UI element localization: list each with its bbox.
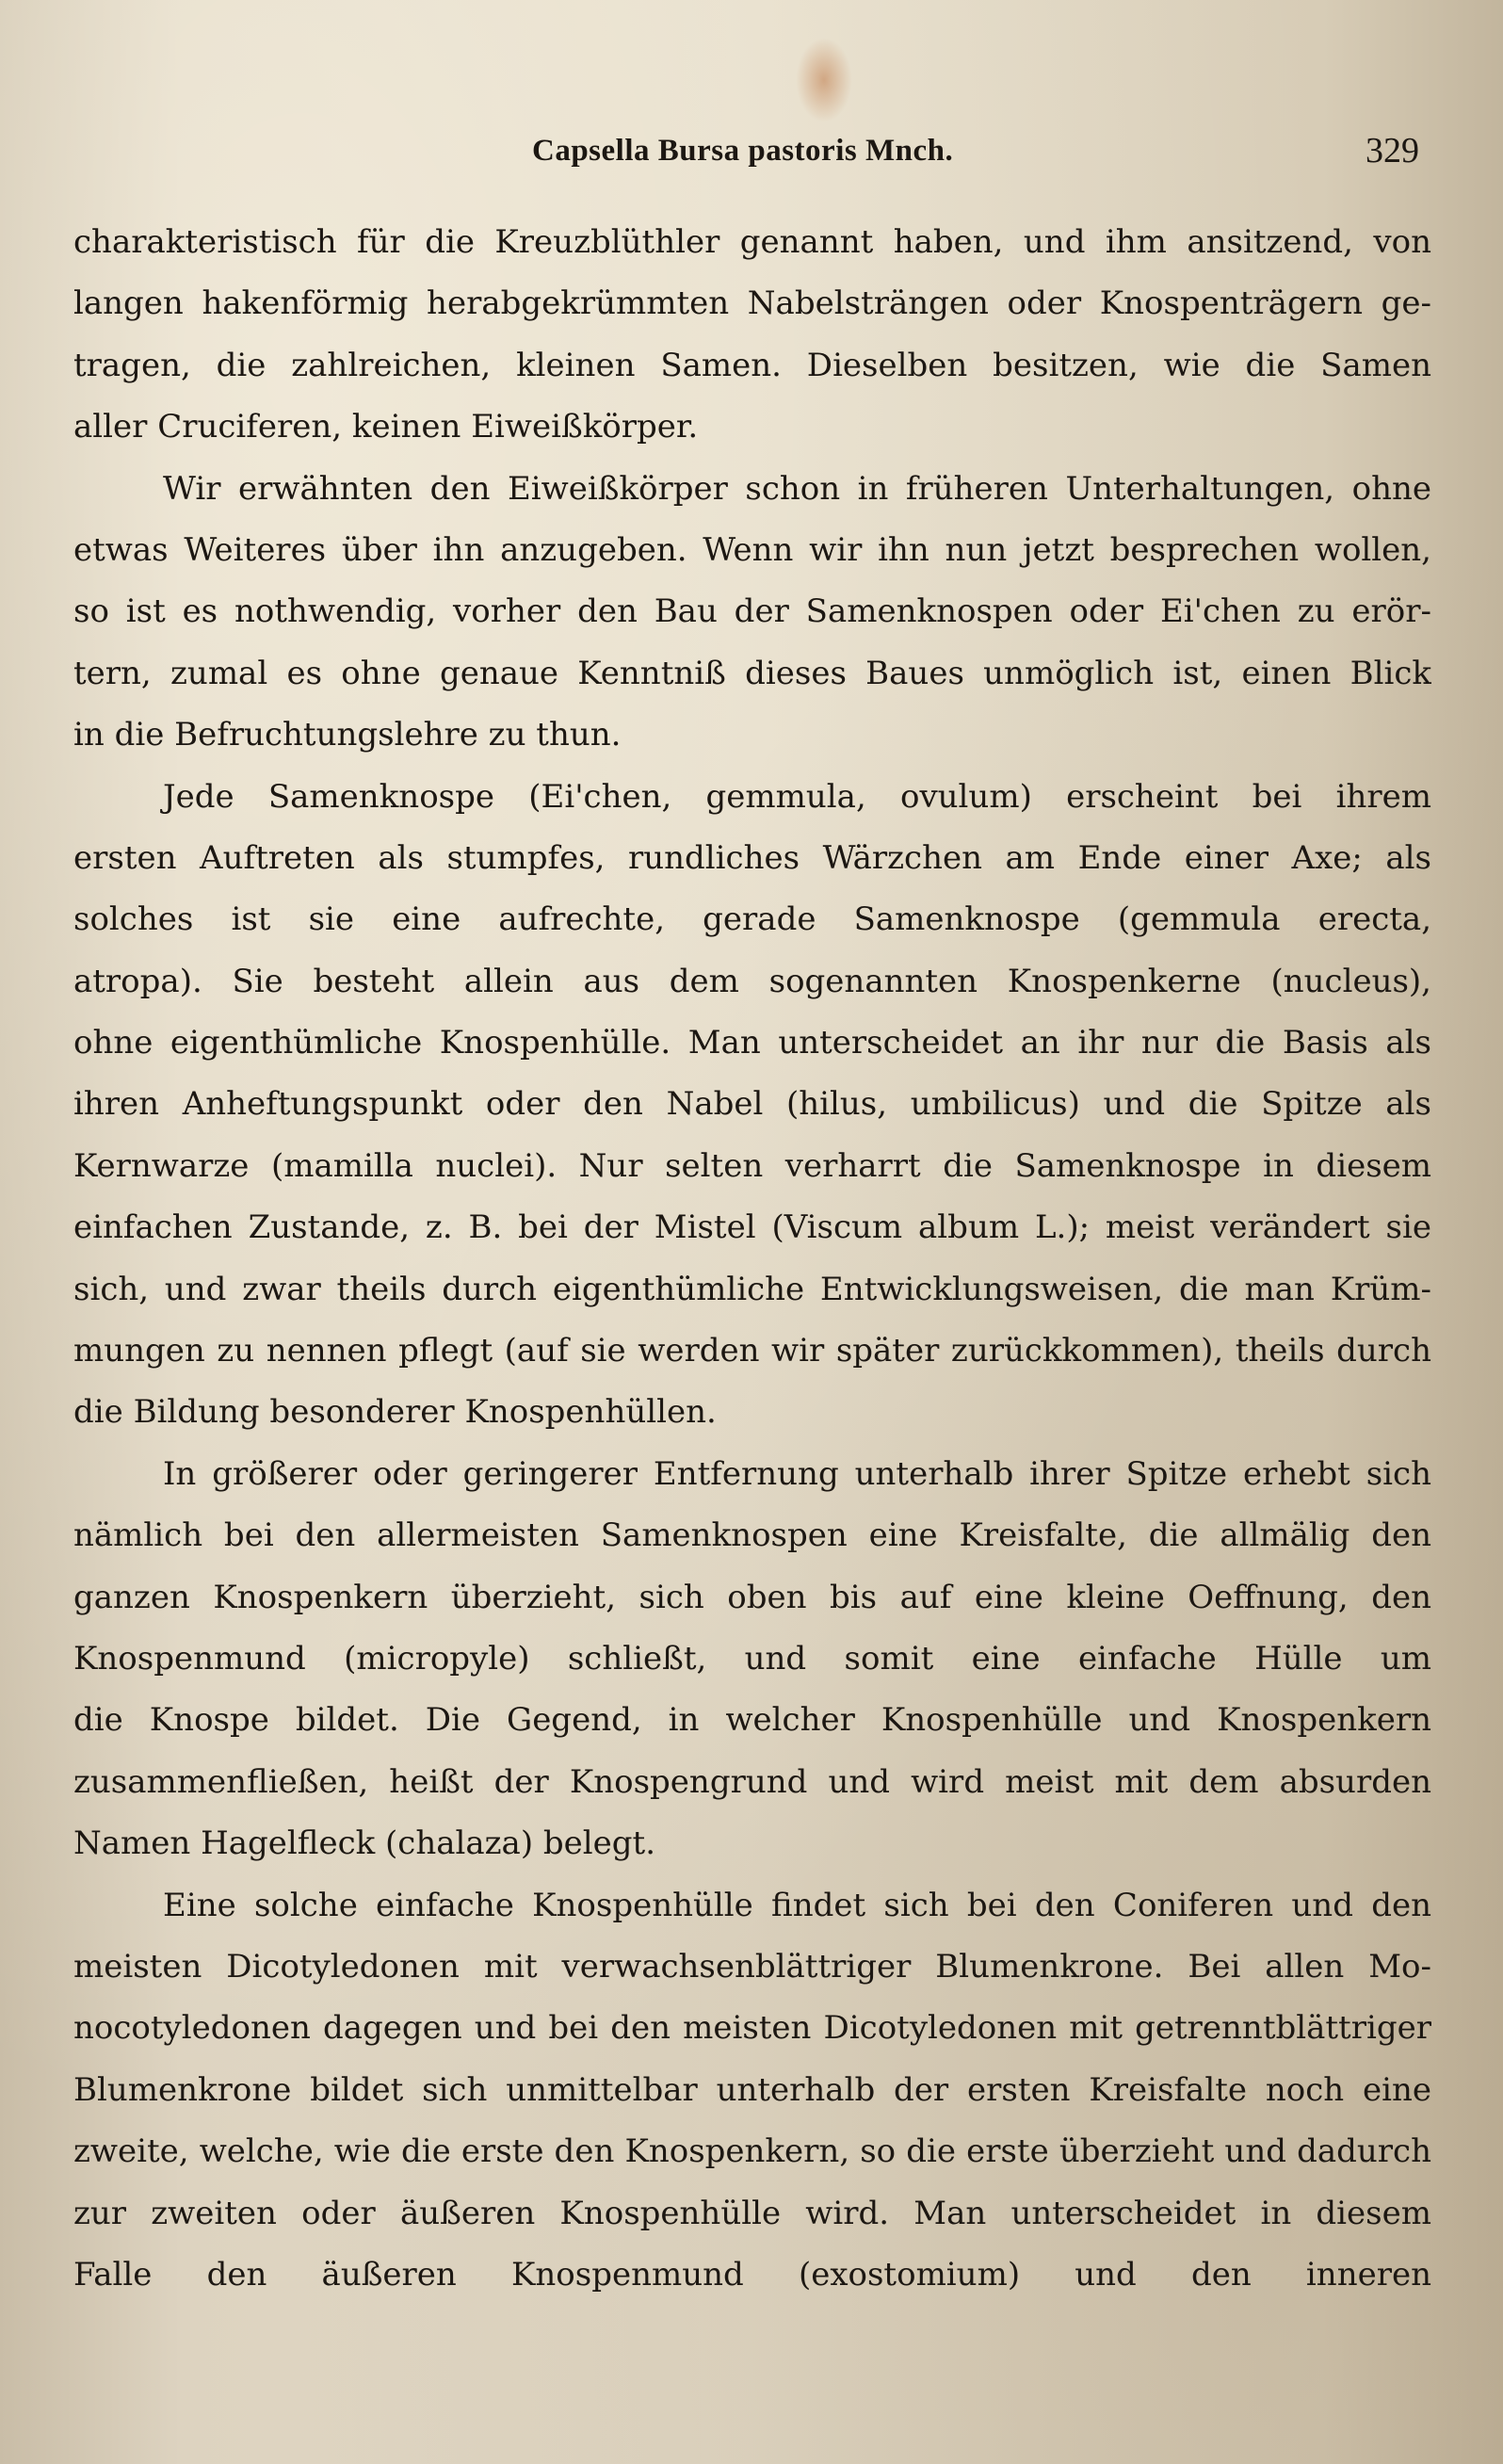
text-line: mungen zu nennen pflegt (auf sie werden wir später zurückkommen), theils durch: [73, 1332, 1431, 1370]
text-line: ersten Auftreten als stumpfes, rundliches Wärzchen am Ende einer Axe; als: [73, 838, 1431, 877]
paragraph-4: [73, 1444, 1431, 1875]
page-header: [0, 130, 1503, 177]
paper-stain: [796, 38, 852, 122]
page-number: 329: [1366, 131, 1419, 170]
text-line: In größerer oder geringerer Entfernung unterhalb ihrer Spitze erhebt sich: [163, 1454, 1431, 1493]
text-line: tern, zumal es ohne genaue Kenntniß dieses Baues unmöglich ist, einen Blick: [73, 654, 1431, 692]
text-line: nämlich bei den allermeisten Samenknospen eine Kreisfalte, die allmälig den: [73, 1516, 1431, 1555]
text-line: Falle den äußeren Knospenmund (exostomium) und den inneren: [73, 2255, 1431, 2294]
text-line: einfachen Zustande, z. B. bei der Mistel (Viscum album L.); meist verändert sie: [73, 1208, 1431, 1247]
text-line: sich, und zwar theils durch eigenthümliche Entwicklungsweisen, die man Krüm-: [73, 1270, 1431, 1308]
text-line: Kernwarze (mamilla nuclei). Nur selten verharrt die Samenknospe in diesem: [73, 1146, 1431, 1185]
paragraph-2: [73, 459, 1431, 767]
text-line: meisten Dicotyledonen mit verwachsenblättriger Blumenkrone. Bei allen Mo-: [73, 1947, 1431, 1986]
text-line: charakteristisch für die Kreuzblüthler genannt haben, und ihm ansitzend, von: [73, 223, 1431, 261]
paragraph-1: [73, 212, 1431, 459]
text-line: atropa). Sie besteht allein aus dem sogenannten Knospenkerne (nucleus),: [73, 962, 1431, 1000]
text-line: so ist es nothwendig, vorher den Bau der Samenknospen oder Ei'chen zu erör-: [73, 592, 1431, 631]
text-line: zur zweiten oder äußeren Knospenhülle wird. Man unterscheidet in diesem: [73, 2194, 1431, 2232]
text-line: Knospenmund (micropyle) schließt, und somit eine einfache Hülle um: [73, 1639, 1431, 1678]
text-line: etwas Weiteres über ihn anzugeben. Wenn wir ihn nun jetzt besprechen wollen,: [73, 530, 1431, 569]
text-line: die Bildung besonderer Knospenhüllen.: [73, 1393, 717, 1432]
text-line: ganzen Knospenkern überzieht, sich oben bis auf eine kleine Oeffnung, den: [73, 1578, 1431, 1616]
paragraph-3: [73, 767, 1431, 1444]
text-line: Jede Samenknospe (Ei'chen, gemmula, ovulum) erscheint bei ihrem: [163, 777, 1431, 816]
text-line: aller Cruciferen, keinen Eiweißkörper.: [73, 408, 699, 446]
text-line: langen hakenförmig herabgekrümmten Nabelsträngen oder Knospenträgern ge-: [73, 284, 1431, 323]
text-line: Wir erwähnten den Eiweißkörper schon in früheren Unterhaltungen, ohne: [163, 469, 1431, 508]
text-line: ihren Anheftungspunkt oder den Nabel (hilus, umbilicus) und die Spitze als: [73, 1085, 1431, 1124]
paragraph-5: [73, 1875, 1431, 2307]
text-line: zusammenfließen, heißt der Knospengrund und wird meist mit dem absurden: [73, 1762, 1431, 1801]
text-line: ohne eigenthümliche Knospenhülle. Man unterscheidet an ihr nur die Basis als: [73, 1024, 1431, 1062]
text-line: tragen, die zahlreichen, kleinen Samen. Dieselben besitzen, wie die Samen: [73, 346, 1431, 384]
text-line: Eine solche einfache Knospenhülle findet sich bei den Coniferen und den: [163, 1886, 1431, 1924]
running-title: Capsella Bursa pastoris Mnch.: [532, 134, 954, 168]
text-line: die Knospe bildet. Die Gegend, in welcher Knospenhülle und Knospenkern: [73, 1701, 1431, 1740]
text-line: in die Befruchtungslehre zu thun.: [73, 716, 622, 754]
body-text: [73, 212, 1431, 2306]
text-line: solches ist sie eine aufrechte, gerade Samenknospe (gemmula erecta,: [73, 900, 1431, 939]
text-line: Namen Hagelfleck (chalaza) belegt.: [73, 1824, 656, 1863]
text-line: zweite, welche, wie die erste den Knospenkern, so die erste überzieht und dadurch: [73, 2132, 1431, 2171]
text-line: nocotyledonen dagegen und bei den meisten Dicotyledonen mit getrenntblättriger: [73, 2009, 1431, 2048]
text-line: Blumenkrone bildet sich unmittelbar unterhalb der ersten Kreisfalte noch eine: [73, 2070, 1431, 2109]
